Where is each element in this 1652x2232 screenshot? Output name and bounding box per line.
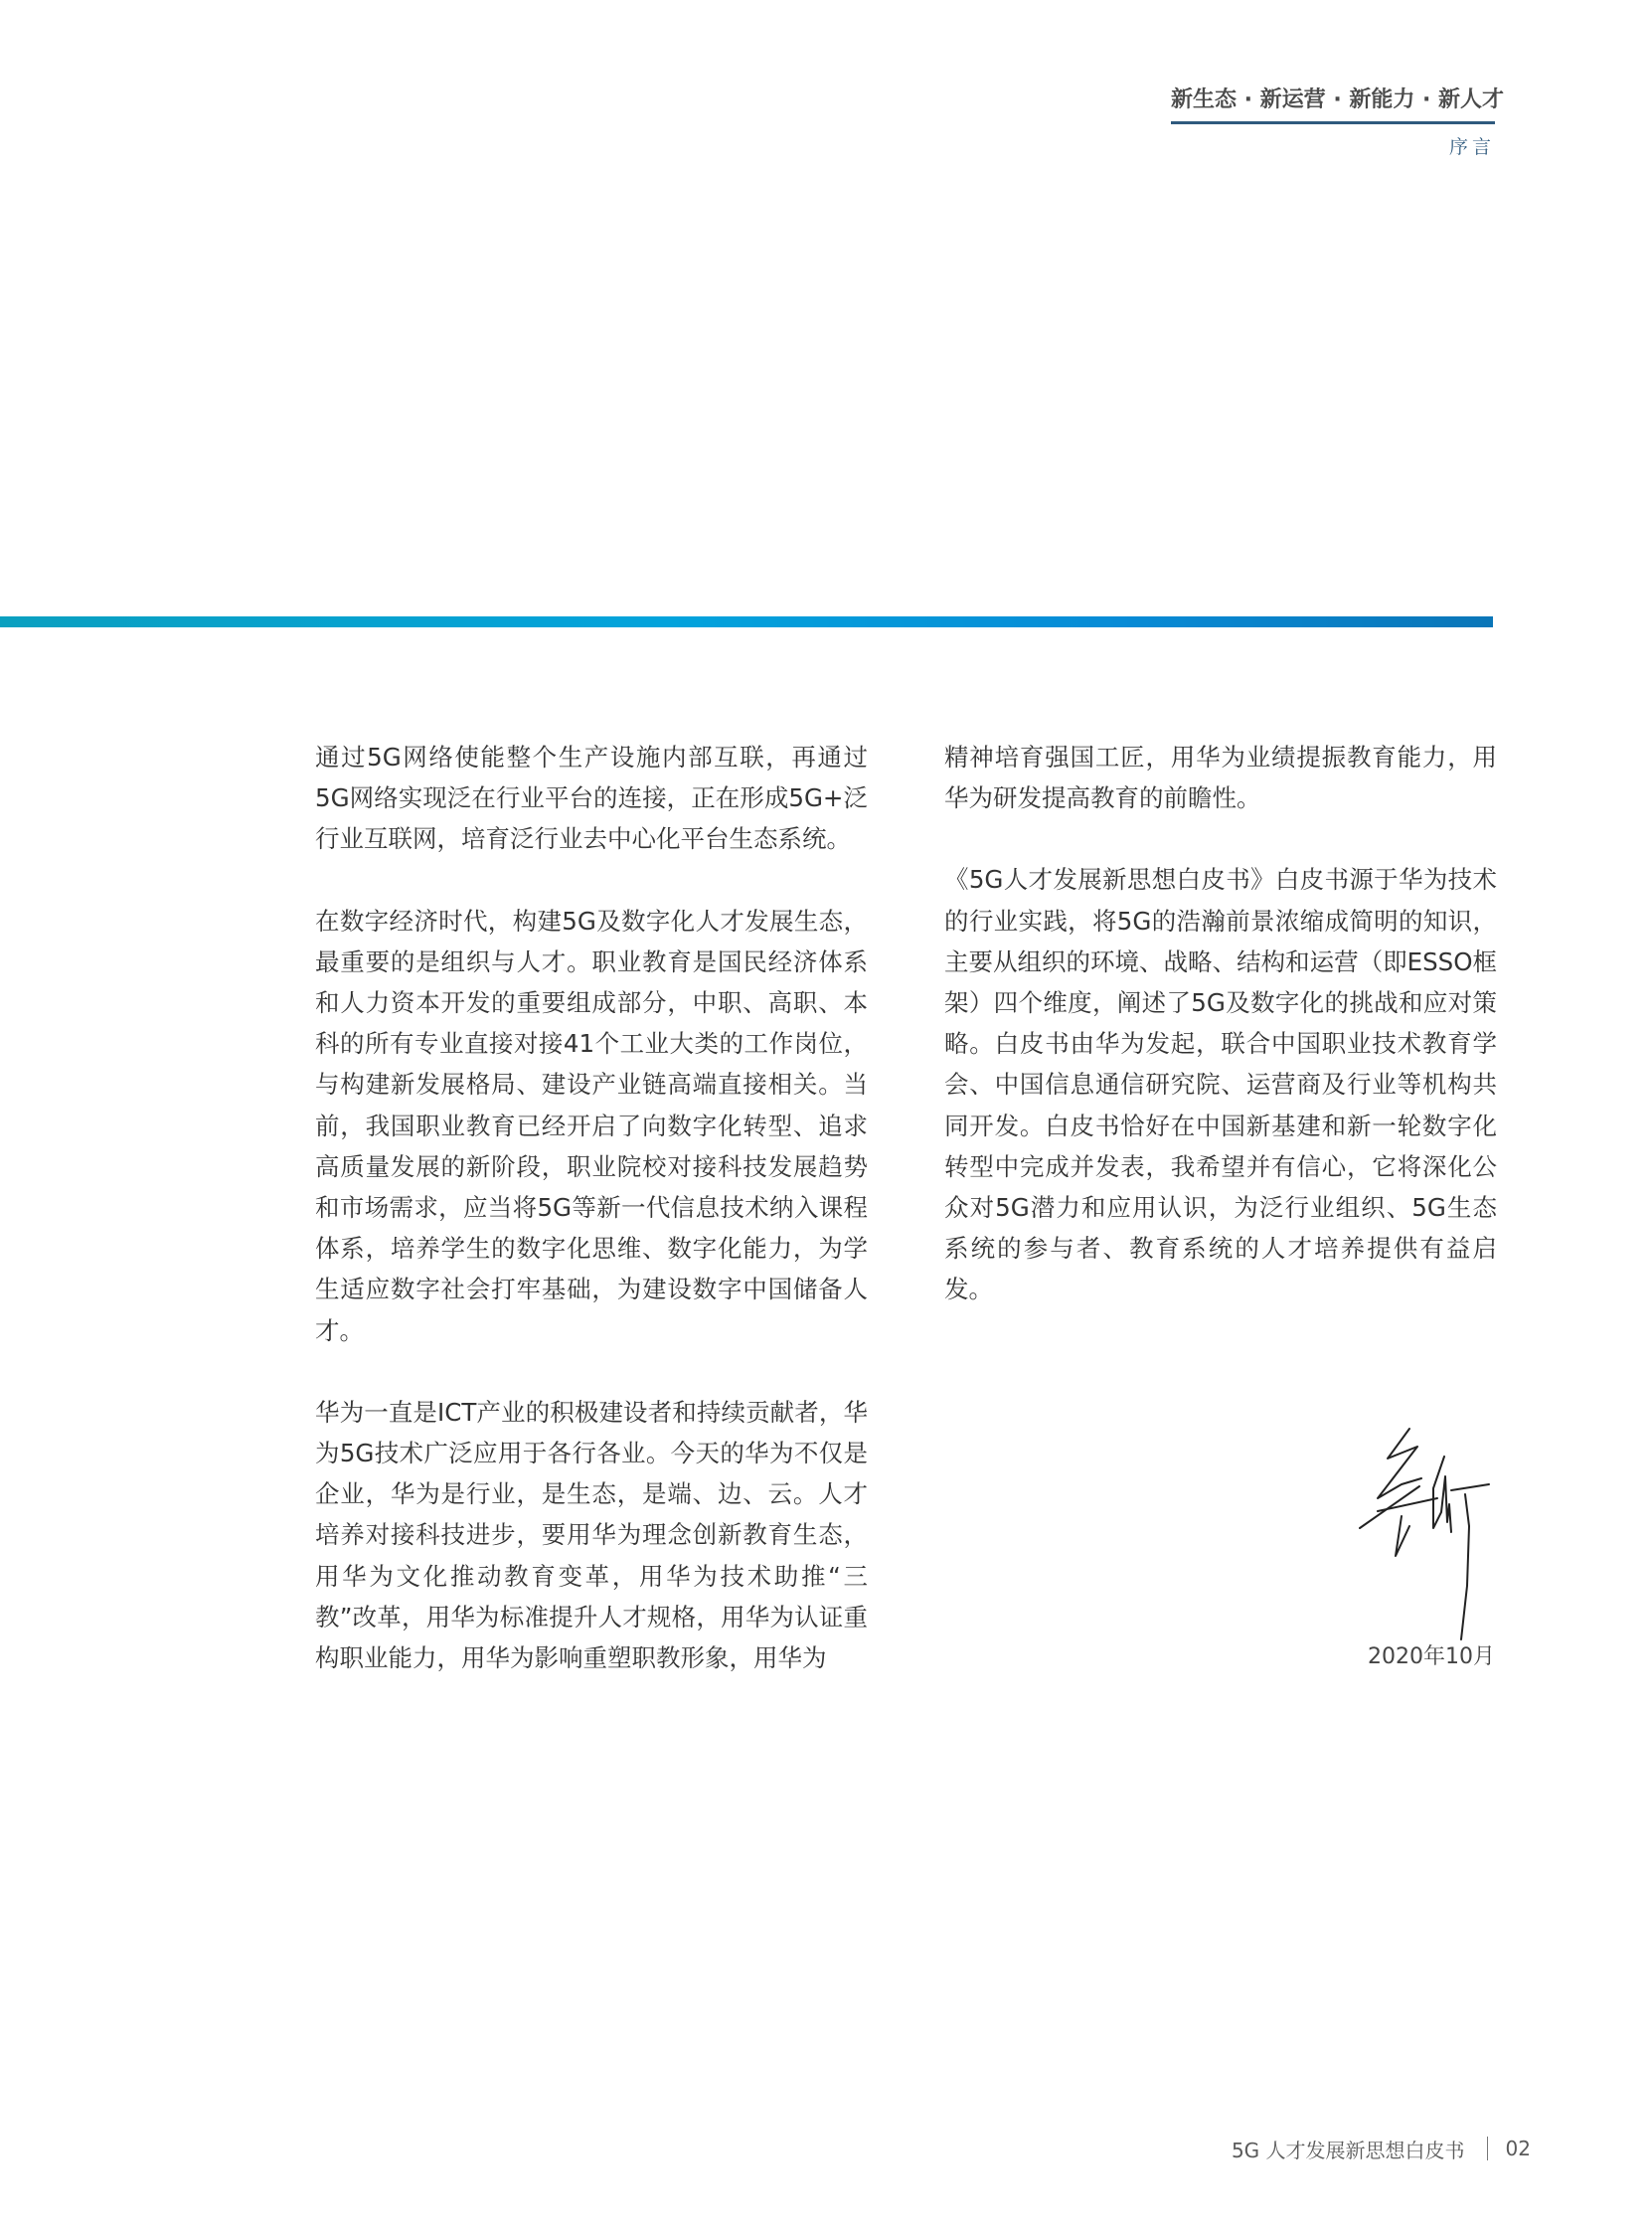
paragraph: 精神培育强国工匠，用华为业绩提振教育能力，用华为研发提高教育的前瞻性。 bbox=[944, 743, 1497, 813]
accent-gradient-bar bbox=[0, 616, 1493, 627]
running-header-title: 新生态 · 新运营 · 新能力 · 新人才 bbox=[1171, 87, 1505, 112]
paragraph: 在数字经济时代，构建5G及数字化人才发展生态，最重要的是组织与人才。职业教育是国民经济体系和人力资本开发的重要组成部分，中职、高职、本科的所有专业直接对接41个工业大类的工作岗位，与构建新发展格局、建设产业链高端直接相关。当前，我国职业教育已经开启了向数字化转型、追求高质量发展的新阶段，职业院校对接科技发展趋势和市场需求，应当将5G等新一代信息技术纳入课程体系，培养学生的数字化思维、数字化能力，为学生适应数字社会打牢基础，为建设数字中国储备人才。 bbox=[315, 906, 868, 1345]
signature-icon bbox=[1350, 1417, 1499, 1645]
footer-doc-title: 5G 人才发展新思想白皮书 bbox=[1231, 2138, 1465, 2162]
paragraph: 《5G人才发展新思想白皮书》白皮书源于华为技术的行业实践，将5G的浩瀚前景浓缩成简明的知识，主要从组织的环境、战略、结构和运营（即ESSO框架）四个维度，阐述了5G及数字化的挑战和应对策略。白皮书由华为发起，联合中国职业技术教育学会、中国信息通信研究院、运营商及行业等机构共同开发。白皮书恰好在中国新基建和新一轮数字化转型中完成并发表，我希望并有信心，它将深化公众对5G潜力和应用认识，为泛行业组织、5G生态系统的参与者、教育系统的人才培养提供有益启发。 bbox=[944, 865, 1497, 1304]
paragraph: 华为一直是ICT产业的积极建设者和持续贡献者，华为5G技术广泛应用于各行各业。今天的华为不仅是企业，华为是行业，是生态，是端、边、云。人才培养对接科技进步，要用华为理念创新教育生态，用华为文化推动教育变革，用华为技术助推“三教”改革，用华为标准提升人才规格，用华为认证重构职业能力，用华为影响重塑职教形象，用华为 bbox=[315, 1397, 868, 1673]
body-column-left bbox=[315, 737, 868, 1678]
page-footer bbox=[1173, 2134, 1531, 2163]
page-number: 02 bbox=[1505, 2137, 1531, 2160]
paragraph: 通过5G网络使能整个生产设施内部互联，再通过5G网络实现泛在行业平台的连接，正在形成5G+泛行业互联网，培育泛行业去中心化平台生态系统。 bbox=[315, 743, 868, 854]
footer-separator bbox=[1487, 2137, 1488, 2160]
body-column-right bbox=[944, 737, 1497, 1310]
signature-date: 2020年10月 bbox=[1368, 1644, 1495, 1669]
section-label: 序言 bbox=[1448, 136, 1495, 158]
header-divider bbox=[1171, 121, 1495, 124]
